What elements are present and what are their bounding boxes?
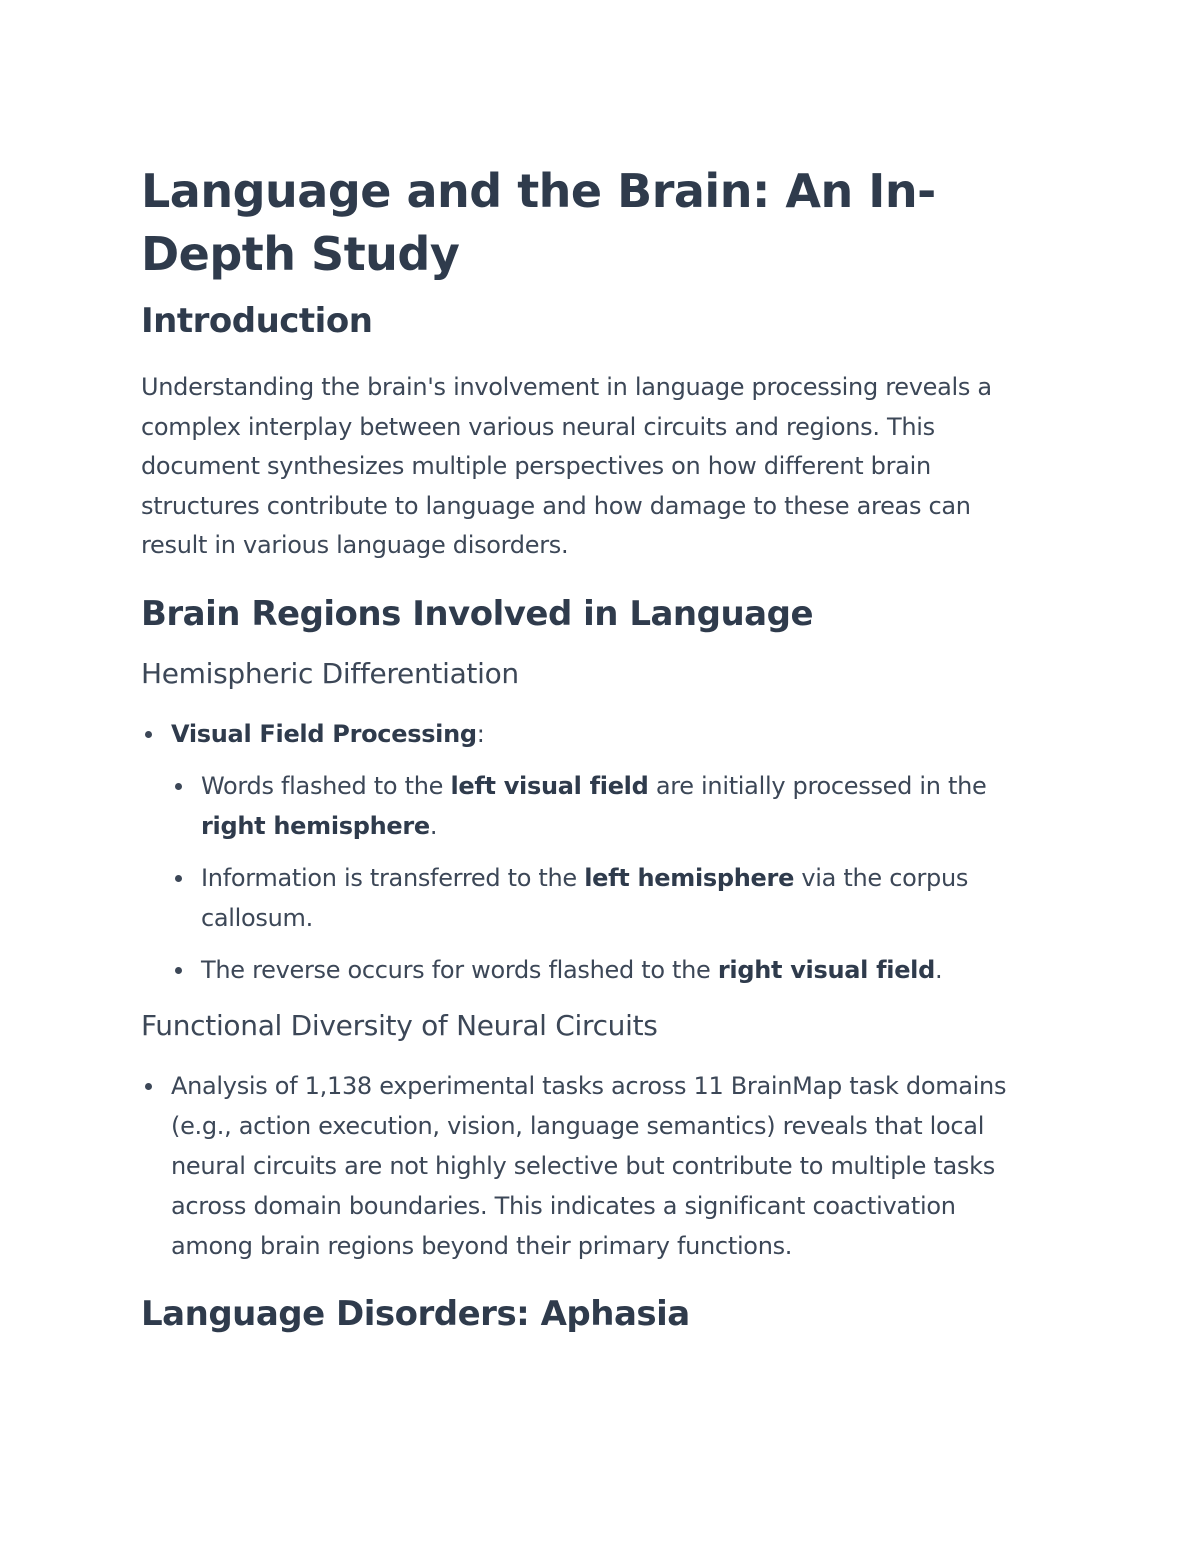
text-run: via the corpus callosum. xyxy=(201,863,969,932)
brain-regions-heading: Brain Regions Involved in Language xyxy=(141,593,814,634)
bullet-icon xyxy=(175,967,182,974)
bullet-icon xyxy=(175,875,182,882)
list-item xyxy=(141,1066,1041,1266)
functional-list xyxy=(141,1066,1041,1266)
functional-diversity-heading: Functional Diversity of Neural Circuits xyxy=(141,1008,658,1042)
document-page xyxy=(141,160,1041,1336)
text-run: Information is transferred to the xyxy=(201,863,585,892)
bullet-icon xyxy=(175,783,182,790)
text-run: . xyxy=(429,811,438,840)
bold-text: left visual field xyxy=(450,771,649,800)
list-item xyxy=(171,858,1041,938)
label-suffix: : xyxy=(476,719,485,748)
language-disorders-heading: Language Disorders: Aphasia xyxy=(141,1293,690,1334)
bold-text: right visual field xyxy=(717,955,935,984)
introduction-heading: Introduction xyxy=(141,301,373,341)
text-run: are initially processed in the xyxy=(648,771,987,800)
text-run: . xyxy=(935,955,943,984)
visual-field-processing-label: Visual Field Processing xyxy=(171,719,477,748)
hemispheric-list xyxy=(141,714,1041,990)
bullet-icon xyxy=(145,1083,152,1090)
list-item xyxy=(171,766,1041,846)
list-item xyxy=(141,714,1041,990)
hemispheric-differentiation-heading: Hemispheric Differentiation xyxy=(141,656,519,690)
document-title: Language and the Brain: An In-Depth Study xyxy=(141,164,936,281)
visual-field-sublist xyxy=(171,766,1041,990)
bullet-icon xyxy=(145,731,152,738)
functional-diversity-text: Analysis of 1,138 experimental tasks across 11 BrainMap task domains (e.g., action execution, vision, language semantics) reveals that local neural circuits are not highly selective but contribute to multiple tasks across domain boundaries. This indicates a significant coactivation among brain regions beyond their primary functions. xyxy=(171,1071,1007,1260)
text-run: The reverse occurs for words flashed to the xyxy=(201,955,718,984)
text-run: Words flashed to the xyxy=(201,771,451,800)
list-item xyxy=(171,950,1041,990)
bold-text: right hemisphere xyxy=(201,811,430,840)
introduction-paragraph: Understanding the brain's involvement in language processing reveals a complex interplay between various neural circuits and regions. This document synthesizes multiple perspectives on how different brain structures contribute to language and how damage to these areas can result in various language disorders. xyxy=(141,373,992,559)
bold-text: left hemisphere xyxy=(584,863,795,892)
